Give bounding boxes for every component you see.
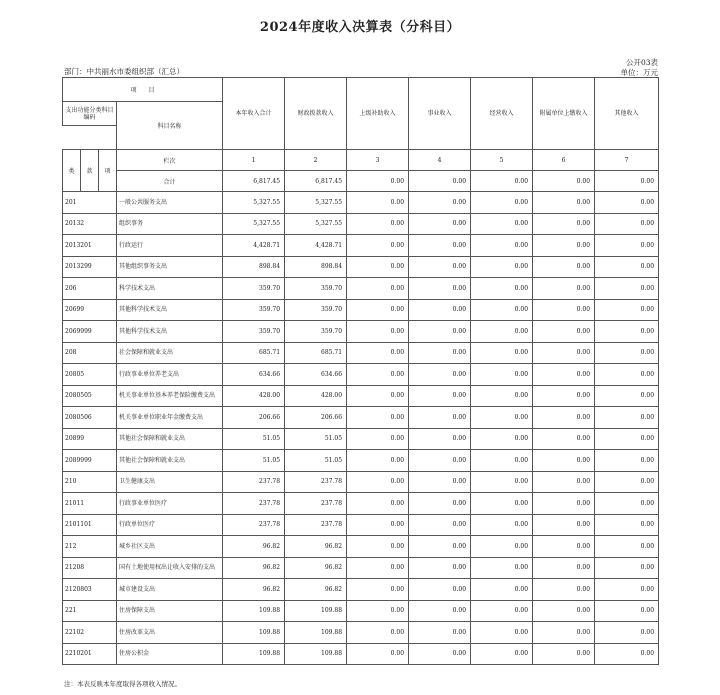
col-number: 6 [533, 150, 595, 171]
row-value: 0.00 [533, 299, 595, 321]
row-value: 5,327.55 [223, 213, 285, 235]
row-value: 96.82 [223, 579, 285, 601]
header-col-2: 财政拨款收入 [285, 78, 347, 150]
row-subject-name: 组织事务 [117, 213, 223, 235]
row-value: 685.71 [285, 342, 347, 364]
total-label: 合计 [117, 171, 223, 192]
row-value: 237.78 [223, 471, 285, 493]
header-lanci: 栏次 [117, 150, 223, 171]
row-value: 0.00 [409, 471, 471, 493]
row-value: 109.88 [285, 622, 347, 644]
row-value: 0.00 [595, 643, 659, 665]
row-code: 2089999 [63, 450, 117, 472]
row-value: 359.70 [223, 299, 285, 321]
table-row [63, 643, 659, 665]
row-value: 0.00 [347, 407, 409, 429]
row-subject-name: 社会保障和就业支出 [117, 342, 223, 364]
row-value: 0.00 [347, 364, 409, 386]
row-value: 206.66 [223, 407, 285, 429]
row-value: 359.70 [285, 278, 347, 300]
row-value: 109.88 [223, 622, 285, 644]
row-code: 2210201 [63, 643, 117, 665]
row-value: 0.00 [347, 643, 409, 665]
table-row [63, 192, 659, 214]
row-value: 51.05 [285, 428, 347, 450]
row-value: 5,327.55 [285, 192, 347, 214]
row-code: 20699 [63, 299, 117, 321]
row-value: 0.00 [471, 428, 533, 450]
table-row [63, 278, 659, 300]
row-value: 5,327.55 [223, 192, 285, 214]
row-value: 96.82 [223, 536, 285, 558]
row-value: 0.00 [409, 321, 471, 343]
row-value: 0.00 [409, 278, 471, 300]
table-row [63, 428, 659, 450]
row-value: 0.00 [409, 493, 471, 515]
row-value: 0.00 [409, 428, 471, 450]
row-value: 0.00 [471, 364, 533, 386]
header-col-7: 其他收入 [595, 78, 659, 150]
row-value: 0.00 [595, 471, 659, 493]
row-value: 0.00 [347, 256, 409, 278]
row-value: 0.00 [471, 192, 533, 214]
row-value: 0.00 [471, 557, 533, 579]
unit-label: 单位：万元 [620, 68, 658, 77]
row-value: 0.00 [533, 385, 595, 407]
table-row [63, 471, 659, 493]
col-number: 7 [595, 150, 659, 171]
row-value: 0.00 [595, 213, 659, 235]
row-subject-name: 住房保障支出 [117, 600, 223, 622]
row-value: 0.00 [533, 493, 595, 515]
row-code: 20805 [63, 364, 117, 386]
header-subject-name: 科目名称 [117, 102, 223, 150]
row-subject-name: 科学技术支出 [117, 278, 223, 300]
row-subject-name: 城乡社区支出 [117, 536, 223, 558]
row-value: 0.00 [595, 493, 659, 515]
row-subject-name: 其他科学技术支出 [117, 321, 223, 343]
row-value: 109.88 [223, 600, 285, 622]
row-code: 2080505 [63, 385, 117, 407]
row-value: 0.00 [471, 235, 533, 257]
total-value: 6,817.45 [223, 171, 285, 192]
table-row [63, 385, 659, 407]
table-row [63, 557, 659, 579]
row-value: 0.00 [409, 643, 471, 665]
row-value: 0.00 [347, 299, 409, 321]
col-number: 2 [285, 150, 347, 171]
row-value: 0.00 [471, 256, 533, 278]
header-col-5: 经营收入 [471, 78, 533, 150]
table-row [63, 299, 659, 321]
row-value: 0.00 [347, 514, 409, 536]
row-value: 0.00 [595, 321, 659, 343]
row-value: 0.00 [533, 235, 595, 257]
row-value: 0.00 [347, 321, 409, 343]
row-value: 0.00 [533, 643, 595, 665]
row-value: 0.00 [533, 342, 595, 364]
row-value: 0.00 [347, 579, 409, 601]
row-subject-name: 住房公积金 [117, 643, 223, 665]
row-value: 898.84 [285, 256, 347, 278]
row-value: 237.78 [285, 514, 347, 536]
row-subject-name: 行政事业单位医疗 [117, 493, 223, 515]
row-value: 96.82 [285, 536, 347, 558]
row-code: 20132 [63, 213, 117, 235]
row-value: 0.00 [533, 514, 595, 536]
row-subject-name: 行政单位医疗 [117, 514, 223, 536]
row-subject-name: 机关事业单位基本养老保险缴费支出 [117, 385, 223, 407]
row-value: 0.00 [347, 278, 409, 300]
total-value: 0.00 [347, 171, 409, 192]
row-subject-name: 卫生健康支出 [117, 471, 223, 493]
table-row [63, 213, 659, 235]
row-subject-name: 其他组织事务支出 [117, 256, 223, 278]
header-func-code: 支出功能分类科目编码 [63, 102, 117, 126]
row-value: 0.00 [409, 407, 471, 429]
table-row [63, 600, 659, 622]
row-value: 0.00 [533, 321, 595, 343]
row-value: 0.00 [409, 213, 471, 235]
row-value: 0.00 [409, 579, 471, 601]
row-value: 0.00 [409, 192, 471, 214]
row-value: 359.70 [223, 321, 285, 343]
row-value: 0.00 [595, 579, 659, 601]
row-code: 201 [63, 192, 117, 214]
table-row [63, 342, 659, 364]
table-row [63, 364, 659, 386]
table-row [63, 321, 659, 343]
table-row [63, 536, 659, 558]
table-row [63, 493, 659, 515]
row-code: 2069999 [63, 321, 117, 343]
row-value: 0.00 [347, 471, 409, 493]
row-value: 237.78 [285, 493, 347, 515]
header-project: 项 目 [63, 78, 223, 102]
row-value: 0.00 [347, 428, 409, 450]
row-value: 109.88 [285, 600, 347, 622]
col-number: 3 [347, 150, 409, 171]
row-value: 0.00 [595, 342, 659, 364]
row-value: 5,327.55 [285, 213, 347, 235]
row-value: 0.00 [595, 600, 659, 622]
row-value: 0.00 [409, 557, 471, 579]
row-value: 109.88 [285, 643, 347, 665]
row-value: 0.00 [471, 299, 533, 321]
row-code: 2080506 [63, 407, 117, 429]
row-value: 0.00 [471, 321, 533, 343]
row-value: 0.00 [595, 278, 659, 300]
row-value: 0.00 [471, 643, 533, 665]
row-value: 0.00 [533, 450, 595, 472]
row-subject-name: 行政运行 [117, 235, 223, 257]
row-value: 0.00 [409, 536, 471, 558]
row-value: 0.00 [471, 407, 533, 429]
total-value: 0.00 [409, 171, 471, 192]
row-code: 2013299 [63, 256, 117, 278]
row-value: 0.00 [595, 299, 659, 321]
row-value: 0.00 [347, 493, 409, 515]
total-value: 6,817.45 [285, 171, 347, 192]
row-value: 634.66 [285, 364, 347, 386]
header-col-6: 附属单位上缴收入 [533, 78, 595, 150]
row-value: 0.00 [533, 428, 595, 450]
row-value: 0.00 [471, 385, 533, 407]
row-code: 206 [63, 278, 117, 300]
row-value: 0.00 [471, 536, 533, 558]
row-value: 51.05 [285, 450, 347, 472]
row-value: 0.00 [595, 536, 659, 558]
row-value: 685.71 [223, 342, 285, 364]
row-value: 359.70 [223, 278, 285, 300]
row-subject-name: 一般公共服务支出 [117, 192, 223, 214]
row-value: 0.00 [533, 557, 595, 579]
row-value: 0.00 [471, 493, 533, 515]
header-kuan: 款 [81, 150, 99, 192]
row-value: 0.00 [347, 557, 409, 579]
row-value: 634.66 [223, 364, 285, 386]
row-value: 237.78 [285, 471, 347, 493]
row-value: 0.00 [409, 600, 471, 622]
row-code: 21208 [63, 557, 117, 579]
row-value: 237.78 [223, 493, 285, 515]
row-code: 2101101 [63, 514, 117, 536]
footnote: 注：本表反映本年度取得各项收入情况。 [64, 680, 181, 688]
row-value: 0.00 [347, 235, 409, 257]
row-value: 0.00 [471, 471, 533, 493]
row-value: 0.00 [595, 256, 659, 278]
row-value: 0.00 [409, 514, 471, 536]
header-col-4: 事业收入 [409, 78, 471, 150]
row-value: 898.84 [223, 256, 285, 278]
row-value: 0.00 [595, 428, 659, 450]
table-row [63, 235, 659, 257]
header-lei: 类 [63, 150, 81, 192]
row-value: 0.00 [533, 364, 595, 386]
row-value: 0.00 [595, 385, 659, 407]
row-value: 0.00 [533, 192, 595, 214]
row-value: 0.00 [347, 450, 409, 472]
row-value: 428.00 [223, 385, 285, 407]
row-value: 0.00 [409, 385, 471, 407]
row-value: 0.00 [533, 622, 595, 644]
row-value: 0.00 [409, 342, 471, 364]
header-col-1: 本年收入合计 [223, 78, 285, 150]
row-value: 0.00 [595, 407, 659, 429]
row-code: 21011 [63, 493, 117, 515]
row-subject-name: 其他科学技术支出 [117, 299, 223, 321]
row-subject-name: 行政事业单位养老支出 [117, 364, 223, 386]
row-value: 0.00 [409, 450, 471, 472]
row-value: 0.00 [595, 514, 659, 536]
row-value: 96.82 [223, 557, 285, 579]
col-number: 1 [223, 150, 285, 171]
row-value: 428.00 [285, 385, 347, 407]
row-value: 0.00 [409, 235, 471, 257]
row-value: 0.00 [595, 557, 659, 579]
row-value: 359.70 [285, 321, 347, 343]
row-code: 2013201 [63, 235, 117, 257]
table-row [63, 256, 659, 278]
row-value: 0.00 [471, 278, 533, 300]
row-value: 0.00 [533, 536, 595, 558]
row-value: 0.00 [595, 192, 659, 214]
row-value: 0.00 [471, 600, 533, 622]
row-value: 0.00 [409, 622, 471, 644]
header-col-3: 上级补助收入 [347, 78, 409, 150]
total-value: 0.00 [471, 171, 533, 192]
row-value: 0.00 [533, 213, 595, 235]
row-value: 0.00 [533, 407, 595, 429]
header-xiang: 项 [99, 150, 117, 192]
row-value: 0.00 [471, 579, 533, 601]
row-code: 22102 [63, 622, 117, 644]
col-number: 5 [471, 150, 533, 171]
table-row [63, 407, 659, 429]
row-code: 212 [63, 536, 117, 558]
row-value: 237.78 [223, 514, 285, 536]
row-value: 0.00 [595, 622, 659, 644]
row-value: 0.00 [347, 600, 409, 622]
page-title: 2024年度收入决算表（分科目） [259, 20, 461, 35]
row-value: 359.70 [285, 299, 347, 321]
row-value: 4,428.71 [285, 235, 347, 257]
row-subject-name: 其他社会保障和就业支出 [117, 450, 223, 472]
row-value: 0.00 [471, 450, 533, 472]
row-subject-name: 机关事业单位职业年金缴费支出 [117, 407, 223, 429]
row-value: 51.05 [223, 450, 285, 472]
table-row [63, 579, 659, 601]
total-value: 0.00 [533, 171, 595, 192]
row-value: 0.00 [533, 471, 595, 493]
row-value: 0.00 [471, 514, 533, 536]
row-value: 0.00 [347, 342, 409, 364]
row-value: 0.00 [347, 192, 409, 214]
row-code: 208 [63, 342, 117, 364]
row-value: 0.00 [409, 364, 471, 386]
row-value: 0.00 [595, 450, 659, 472]
row-value: 206.66 [285, 407, 347, 429]
row-value: 0.00 [409, 256, 471, 278]
row-value: 0.00 [533, 600, 595, 622]
total-value: 0.00 [595, 171, 659, 192]
row-value: 0.00 [347, 622, 409, 644]
row-code: 20899 [63, 428, 117, 450]
row-value: 96.82 [285, 557, 347, 579]
income-table [62, 77, 659, 665]
row-value: 0.00 [595, 364, 659, 386]
row-value: 0.00 [409, 299, 471, 321]
row-value: 4,428.71 [223, 235, 285, 257]
row-value: 0.00 [471, 622, 533, 644]
row-value: 0.00 [347, 385, 409, 407]
row-value: 0.00 [347, 536, 409, 558]
department-label: 部门：中共丽水市委组织部（汇总） [64, 67, 184, 76]
row-subject-name: 住房改革支出 [117, 622, 223, 644]
row-value: 0.00 [347, 213, 409, 235]
row-value: 0.00 [533, 278, 595, 300]
table-row [63, 622, 659, 644]
row-value: 0.00 [471, 342, 533, 364]
row-code: 210 [63, 471, 117, 493]
row-code: 221 [63, 600, 117, 622]
row-value: 51.05 [223, 428, 285, 450]
table-row [63, 514, 659, 536]
row-value: 0.00 [533, 579, 595, 601]
row-value: 0.00 [533, 256, 595, 278]
row-value: 96.82 [285, 579, 347, 601]
row-value: 109.88 [223, 643, 285, 665]
form-code: 公开03表 [625, 58, 658, 67]
row-subject-name: 国有土地使用权出让收入安排的支出 [117, 557, 223, 579]
table-row [63, 450, 659, 472]
row-value: 0.00 [595, 235, 659, 257]
row-subject-name: 其他社会保障和就业支出 [117, 428, 223, 450]
row-value: 0.00 [471, 213, 533, 235]
row-code: 2120803 [63, 579, 117, 601]
col-number: 4 [409, 150, 471, 171]
row-subject-name: 城市建设支出 [117, 579, 223, 601]
